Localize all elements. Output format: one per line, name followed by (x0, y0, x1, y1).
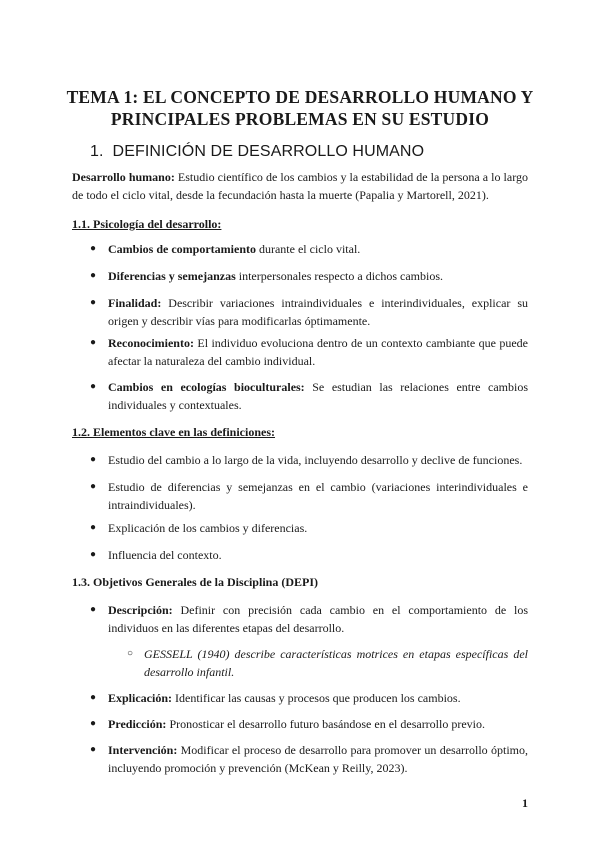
list-item-bold: Intervención: (108, 743, 178, 757)
bullet-icon: ● (90, 522, 97, 533)
list-item (90, 378, 528, 414)
list-item (90, 478, 528, 514)
bullet-icon: ● (90, 270, 97, 281)
sub-list-item (127, 645, 528, 681)
list-item-bold: Diferencias y semejanzas (108, 269, 236, 283)
list-item-text: Se estudian las relaciones entre cambios individuales y contextuales. (108, 380, 528, 412)
section-1-title: DEFINICIÓN DE DESARROLLO HUMANO (112, 143, 425, 160)
subsection-1-1-heading: 1.1. Psicología del desarrollo: (72, 217, 222, 231)
bullet-icon: ● (90, 337, 97, 348)
sub-list-item-text: GESSELL (1940) describe características motrices en etapas específicas del desarrollo infantil. (144, 647, 528, 679)
list-item (90, 546, 528, 564)
definition-text: Estudio científico de los cambios y la estabilidad de la persona a lo largo de todo el ciclo vital, desde la fecundación hasta la muerte (Papalia y Martorell, 2021). (72, 170, 528, 202)
section-1-heading (90, 143, 424, 161)
subsection-1-3-heading: 1.3. Objetivos Generales de la Disciplina (DEPI) (72, 575, 318, 589)
list-item (90, 294, 528, 330)
list-item (90, 451, 528, 469)
list-item-bold: Descripción: (108, 603, 173, 617)
list-item-bold: Reconocimiento: (108, 336, 194, 350)
list-item (90, 741, 528, 777)
definition-term: Desarrollo humano: (72, 170, 175, 184)
page-title (60, 86, 540, 130)
list-item-text: Identificar las causas y procesos que producen los cambios. (172, 691, 461, 705)
bullet-icon: ● (90, 454, 97, 465)
bullet-icon: ● (90, 744, 97, 755)
bullet-icon: ● (90, 692, 97, 703)
list-item-text: Estudio del cambio a lo largo de la vida, incluyendo desarrollo y declive de funciones. (108, 453, 523, 467)
list-item (90, 240, 528, 258)
list-item-text: El individuo evoluciona dentro de un contexto cambiante que puede afectar la naturaleza del cambio individual. (108, 336, 528, 368)
list-item-text: Definir con precisión cada cambio en el comportamiento de los individuos en las diferentes etapas del desarrollo. (108, 603, 528, 635)
bullet-icon: ● (90, 604, 97, 615)
definition-paragraph (72, 168, 528, 204)
title-line-1: TEMA 1: EL CONCEPTO DE DESARROLLO HUMANO Y (66, 87, 534, 107)
subsection-1-2-heading: 1.2. Elementos clave en las definiciones: (72, 425, 275, 439)
bullet-icon: ● (90, 549, 97, 560)
list-item-text: Influencia del contexto. (108, 548, 222, 562)
bullet-icon: ● (90, 243, 97, 254)
list-item-text: Modificar el proceso de desarrollo para promover un desarrollo óptimo, incluyendo promoción y prevención (McKean y Reilly, 2023). (108, 743, 528, 775)
list-item-bold: Finalidad: (108, 296, 162, 310)
bullet-icon: ● (90, 381, 97, 392)
list-item (90, 715, 528, 733)
bullet-icon: ● (90, 481, 97, 492)
list-item-text: durante el ciclo vital. (255, 242, 361, 256)
bullet-icon: ● (90, 297, 97, 308)
list-item (90, 334, 528, 370)
section-1-number: 1. (90, 143, 104, 160)
list-item (90, 689, 528, 707)
list-item-bold: Explicación: (108, 691, 173, 705)
page-number: 1 (522, 796, 528, 810)
list-item-text: Explicación de los cambios y diferencias. (108, 521, 308, 535)
list-item-bold: Predicción: (108, 717, 167, 731)
list-item-bold: Cambios en ecologías bioculturales: (108, 380, 305, 394)
list-item (90, 519, 528, 537)
list-item-text: interpersonales respecto a dichos cambios. (235, 269, 444, 283)
bullet-icon: ● (90, 718, 97, 729)
list-item (90, 267, 528, 285)
circle-bullet-icon: ○ (127, 648, 134, 659)
list-item (90, 601, 528, 637)
list-item-bold: Cambios de comportamiento (108, 242, 256, 256)
list-item-text: Estudio de diferencias y semejanzas en el cambio (variaciones interindividuales e intraindividuales). (108, 480, 528, 512)
title-line-2: PRINCIPALES PROBLEMAS EN SU ESTUDIO (110, 109, 490, 129)
list-item-text: Pronosticar el desarrollo futuro basándose en el desarrollo previo. (166, 717, 486, 731)
list-item-text: Describir variaciones intraindividuales e interindividuales, explicar su origen y describir vías para modificarlas óptimamente. (108, 296, 528, 328)
